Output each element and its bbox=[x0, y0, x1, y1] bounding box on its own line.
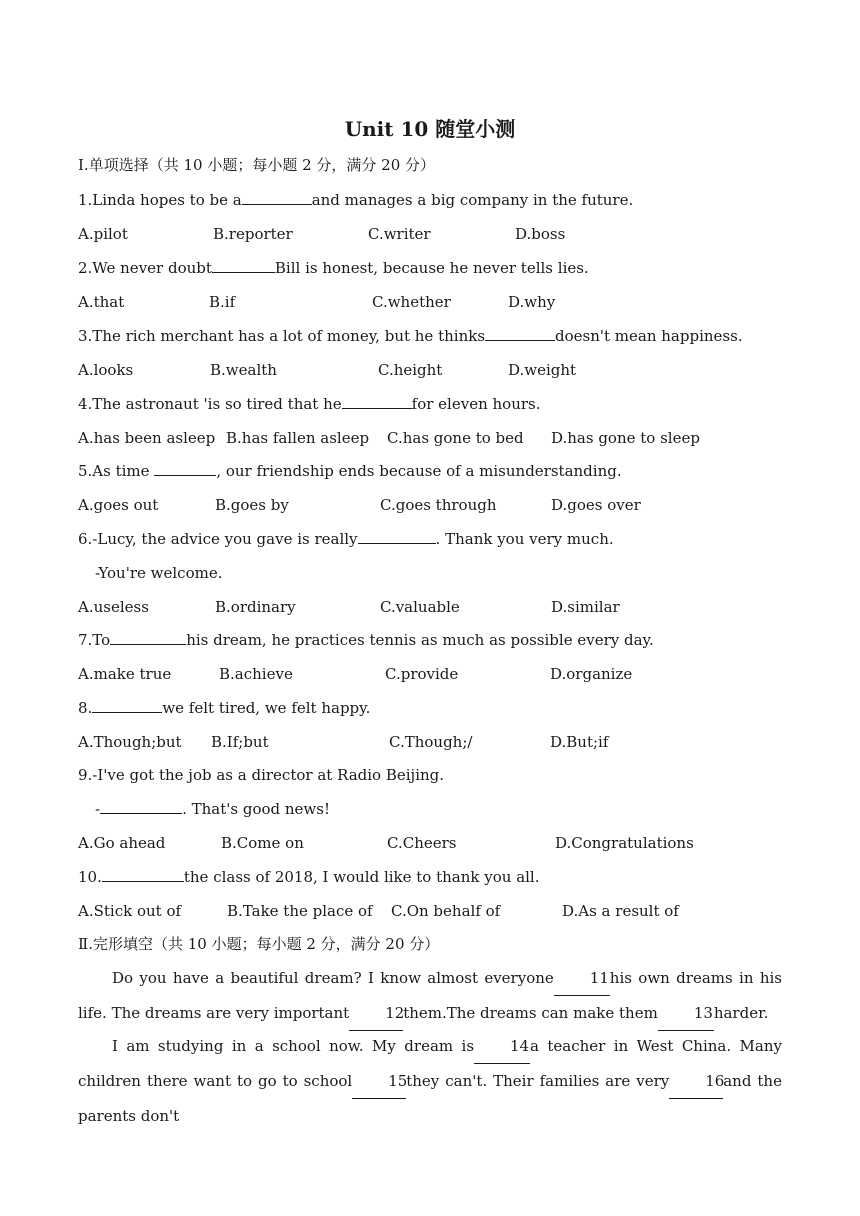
question-text: we felt tired, we felt happy. bbox=[162, 699, 371, 717]
paragraph-text: I am studying in a school now. My dream is bbox=[112, 1037, 475, 1055]
cloze-blank-14: 14 bbox=[474, 1029, 530, 1064]
option-d: D.goes over bbox=[551, 496, 641, 514]
answer-blank bbox=[485, 326, 555, 341]
answer-blank bbox=[242, 190, 312, 205]
paragraph-text: his own dreams in his life. bbox=[78, 969, 783, 1022]
section-2-heading: Ⅱ.完形填空（共 10 小题；每小题 2 分，满分 20 分） bbox=[78, 935, 440, 953]
cloze-blank-13: 13 bbox=[658, 996, 714, 1031]
question-text: 6.-Lucy, the advice you gave is really bbox=[78, 530, 358, 548]
cloze-blank-15: 15 bbox=[352, 1064, 406, 1099]
option-c: C.height bbox=[378, 361, 443, 379]
option-d: D.organize bbox=[550, 665, 633, 683]
option-a: A.goes out bbox=[78, 496, 159, 514]
question-text: 2.We never doubt bbox=[78, 259, 212, 277]
option-b: B.has fallen asleep bbox=[226, 429, 370, 447]
option-c: C.provide bbox=[385, 665, 459, 683]
paragraph-text: Do you have a beautiful dream? I know almost everyone bbox=[112, 969, 554, 987]
option-a: A.make true bbox=[78, 665, 172, 683]
option-a: A.pilot bbox=[78, 225, 128, 243]
question-text: 7.To bbox=[78, 631, 111, 649]
answer-blank bbox=[358, 529, 436, 544]
option-c: C.has gone to bed bbox=[387, 429, 524, 447]
question-text: for eleven hours. bbox=[411, 395, 541, 413]
question-9: 9.-I've got the job as a director at Radio Beijing. bbox=[78, 766, 445, 784]
option-b: B.wealth bbox=[210, 361, 277, 379]
paragraph-text: and the parents don't bbox=[78, 1072, 782, 1125]
question-5 bbox=[78, 461, 622, 481]
question-text: , our friendship ends because of a misunderstanding. bbox=[216, 462, 622, 480]
option-b: B.If;but bbox=[211, 733, 269, 751]
question-text: 3.The rich merchant has a lot of money, but he thinks bbox=[78, 327, 486, 345]
question-text: and manages a big company in the future. bbox=[311, 191, 634, 209]
option-b: B.ordinary bbox=[215, 598, 296, 616]
answer-blank bbox=[110, 630, 186, 645]
question-text: 8. bbox=[78, 699, 93, 717]
paragraph-text: them.The dreams can make them bbox=[403, 1004, 658, 1022]
question-text: doesn't mean happiness. bbox=[555, 327, 743, 345]
question-6-reply: -You're welcome. bbox=[95, 564, 223, 582]
option-b: B.reporter bbox=[213, 225, 293, 243]
cloze-blank-11: 11 bbox=[554, 961, 610, 996]
page-title: Unit 10 随堂小测 bbox=[344, 117, 516, 141]
answer-blank bbox=[100, 799, 182, 814]
answer-blank bbox=[342, 394, 412, 409]
question-3 bbox=[78, 326, 743, 346]
question-text: his dream, he practices tennis as much as possible every day. bbox=[186, 631, 654, 649]
option-c: C.goes through bbox=[380, 496, 497, 514]
question-text: - bbox=[95, 800, 101, 818]
question-1 bbox=[78, 190, 633, 210]
option-a: A.Go ahead bbox=[78, 834, 166, 852]
answer-blank bbox=[92, 698, 162, 713]
paragraph-text: The dreams are very important bbox=[111, 1004, 350, 1022]
question-text: . That's good news! bbox=[182, 800, 330, 818]
question-text: 5.As time bbox=[78, 462, 155, 480]
question-text: Bill is honest, because he never tells lies. bbox=[274, 259, 589, 277]
option-a: A.useless bbox=[78, 598, 149, 616]
option-a: A.has been asleep bbox=[78, 429, 216, 447]
question-6 bbox=[78, 529, 614, 549]
question-text: . Thank you very much. bbox=[435, 530, 614, 548]
option-a: A.Stick out of bbox=[78, 902, 182, 920]
option-c: C.valuable bbox=[380, 598, 460, 616]
paragraph-text: they can't. Their families are very bbox=[406, 1072, 670, 1090]
option-b: B.Come on bbox=[221, 834, 304, 852]
option-a: A.Though;but bbox=[78, 733, 182, 751]
option-a: A.that bbox=[78, 293, 125, 311]
option-a: A.looks bbox=[78, 361, 134, 379]
option-d: D.But;if bbox=[550, 733, 609, 751]
cloze-blank-12: 12 bbox=[349, 996, 403, 1031]
option-b: B.achieve bbox=[219, 665, 293, 683]
paragraph-text: harder. bbox=[713, 1004, 769, 1022]
option-d: D.why bbox=[508, 293, 556, 311]
answer-blank bbox=[212, 258, 275, 273]
answer-blank bbox=[154, 461, 216, 476]
question-text: 1.Linda hopes to be a bbox=[78, 191, 242, 209]
option-d: D.boss bbox=[515, 225, 566, 243]
option-d: D.Congratulations bbox=[555, 834, 694, 852]
section-1-heading: Ⅰ.单项选择（共 10 小题；每小题 2 分，满分 20 分） bbox=[78, 156, 436, 174]
question-9-reply bbox=[95, 799, 330, 819]
question-4 bbox=[78, 394, 541, 414]
cloze-paragraph-2 bbox=[78, 1029, 782, 1133]
answer-blank bbox=[102, 867, 184, 882]
cloze-paragraph-1 bbox=[78, 961, 782, 1031]
option-c: C.On behalf of bbox=[391, 902, 501, 920]
option-d: D.similar bbox=[551, 598, 620, 616]
cloze-blank-16: 16 bbox=[669, 1064, 723, 1099]
option-c: C.Though;/ bbox=[389, 733, 473, 751]
option-c: C.Cheers bbox=[387, 834, 457, 852]
question-text: 4.The astronaut 'is so tired that he bbox=[78, 395, 342, 413]
option-b: B.goes by bbox=[215, 496, 289, 514]
option-d: D.has gone to sleep bbox=[551, 429, 700, 447]
question-text: the class of 2018, I would like to thank you all. bbox=[183, 868, 540, 886]
option-c: C.whether bbox=[372, 293, 451, 311]
option-b: B.Take the place of bbox=[227, 902, 373, 920]
question-7 bbox=[78, 630, 654, 650]
paragraph-text: a teacher in West China. Many children bbox=[78, 1037, 782, 1090]
option-d: D.As a result of bbox=[562, 902, 679, 920]
option-b: B.if bbox=[209, 293, 236, 311]
paragraph-text: there want to go to school bbox=[146, 1072, 353, 1090]
question-text: 10. bbox=[78, 868, 102, 886]
question-10 bbox=[78, 867, 540, 887]
option-d: D.weight bbox=[508, 361, 577, 379]
question-8 bbox=[78, 698, 370, 718]
question-2 bbox=[78, 258, 589, 278]
option-c: C.writer bbox=[368, 225, 431, 243]
